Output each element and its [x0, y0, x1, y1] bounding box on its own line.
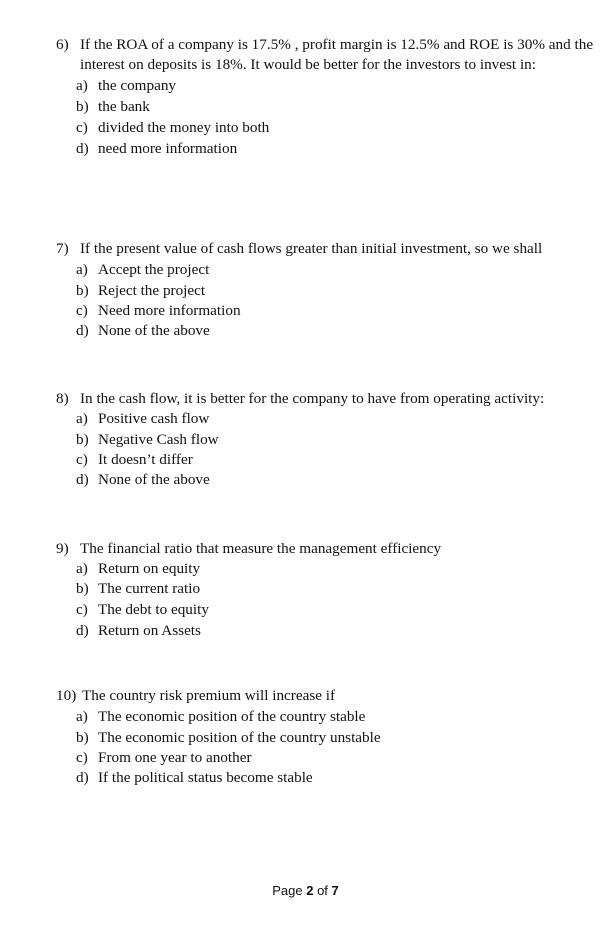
total-pages-number: 7: [331, 883, 339, 898]
option-letter: c): [76, 119, 88, 136]
question-text: The country risk premium will increase if: [82, 687, 336, 704]
option-letter: a): [76, 410, 88, 427]
question-text: The financial ratio that measure the management efficiency: [80, 540, 442, 557]
option-letter: c): [76, 601, 88, 618]
option-letter: b): [76, 729, 89, 746]
option-text: The current ratio: [98, 580, 201, 597]
option-text: the bank: [98, 98, 150, 115]
option-letter: a): [76, 261, 88, 278]
option-letter: c): [76, 451, 88, 468]
option-text: If the political status become stable: [98, 769, 313, 786]
option-letter: b): [76, 282, 89, 299]
question-number: 10): [56, 687, 77, 704]
question-number: 9): [56, 540, 69, 557]
question-text: If the present value of cash flows greater than initial investment, so we shall: [80, 240, 543, 257]
question-text: If the ROA of a company is 17.5% , profit margin is 12.5% and ROE is 30% and the: [80, 36, 594, 53]
option-letter: c): [76, 749, 88, 766]
option-letter: d): [76, 769, 89, 786]
question-number: 8): [56, 390, 69, 407]
option-text: Accept the project: [98, 261, 210, 278]
option-letter: d): [76, 471, 89, 488]
option-text: The economic position of the country stable: [98, 708, 366, 725]
option-text: None of the above: [98, 322, 210, 339]
option-letter: c): [76, 302, 88, 319]
option-letter: a): [76, 560, 88, 577]
option-text: need more information: [98, 140, 238, 157]
option-text: Return on equity: [98, 560, 201, 577]
option-text: The economic position of the country unstable: [98, 729, 381, 746]
option-letter: d): [76, 140, 89, 157]
question-text: In the cash flow, it is better for the company to have from operating activity:: [80, 390, 545, 407]
footer-prefix: Page: [272, 883, 307, 898]
option-letter: b): [76, 98, 89, 115]
option-letter: b): [76, 431, 89, 448]
option-text: None of the above: [98, 471, 210, 488]
option-text: It doesn’t differ: [98, 451, 193, 468]
option-text: Positive cash flow: [98, 410, 210, 427]
option-text: From one year to another: [98, 749, 252, 766]
page-footer: [0, 883, 611, 898]
option-text: divided the money into both: [98, 119, 270, 136]
question-text: interest on deposits is 18%. It would be better for the investors to invest in:: [80, 56, 536, 73]
question-number: 7): [56, 240, 69, 257]
option-letter: b): [76, 580, 89, 597]
option-text: The debt to equity: [98, 601, 209, 618]
option-letter: d): [76, 322, 89, 339]
question-number: 6): [56, 36, 69, 53]
option-letter: d): [76, 622, 89, 639]
option-text: Reject the project: [98, 282, 206, 299]
option-text: the company: [98, 77, 177, 94]
option-letter: a): [76, 77, 88, 94]
option-letter: a): [76, 708, 88, 725]
current-page-number: 2: [306, 883, 314, 898]
option-text: Negative Cash flow: [98, 431, 219, 448]
option-text: Return on Assets: [98, 622, 201, 639]
option-text: Need more information: [98, 302, 241, 319]
footer-middle: of: [313, 883, 332, 898]
